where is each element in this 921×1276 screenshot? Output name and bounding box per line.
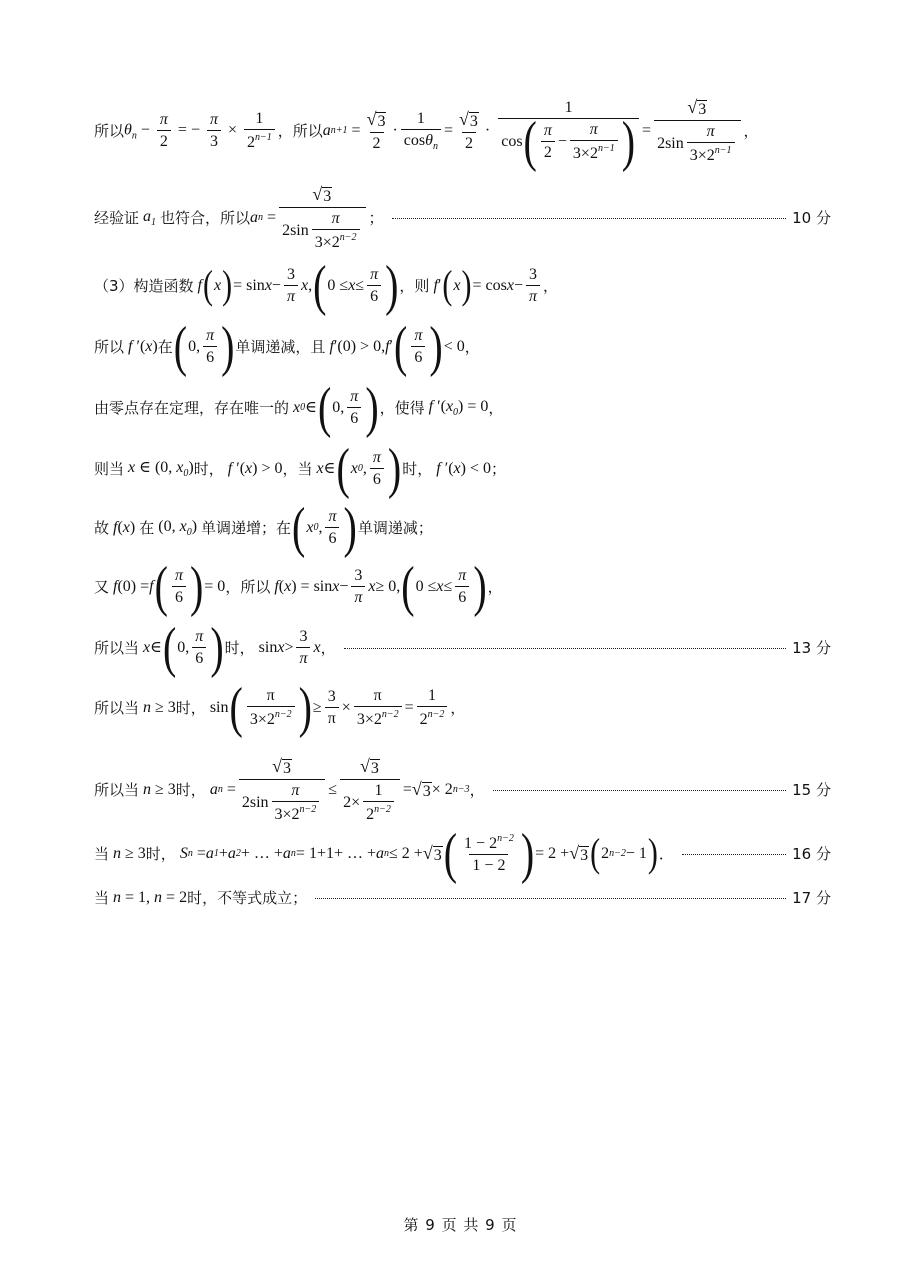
text: 单调递减； <box>357 518 433 537</box>
text: （3）构造函数 <box>94 276 194 295</box>
text: ， <box>488 398 504 417</box>
formula: sin x > $\frac{3}{\pi}$ x <box>254 628 321 667</box>
text: ； <box>491 459 507 478</box>
text: 所以 <box>94 337 125 356</box>
score: 17 分 <box>792 888 831 907</box>
line-11 <box>94 757 831 823</box>
score: 16 分 <box>792 844 831 863</box>
text: 单调递减，且 <box>235 337 326 356</box>
text: 所以当 <box>94 780 140 799</box>
leader-dots <box>392 218 787 219</box>
formula: a n = √ 3 2sin $\frac{\pi}{3\times 2^{n-2}}$ ≤ √ 3 2× $\frac{1}{2^{n-2}}$ = √ 3 × 2 n−3 <box>209 756 470 823</box>
formula: f (0) = f ( $\frac{\pi}{6}$ ) = 0 <box>113 554 226 618</box>
text: ，当 <box>282 459 313 478</box>
text: 时， <box>145 844 176 863</box>
text: 也符合，所以 <box>160 208 251 227</box>
text: 时， <box>193 459 224 478</box>
text: ， <box>543 276 559 295</box>
line-3 <box>94 253 831 317</box>
formula: x ∈ ( 0, $\frac{\pi}{6}$ ) <box>143 615 224 679</box>
text: 时， <box>224 638 255 657</box>
formula: f(x) <box>113 519 140 536</box>
text: ，所以 <box>225 577 271 596</box>
score: 10 分 <box>792 208 831 227</box>
text: ，使得 <box>379 398 425 417</box>
text: 故 <box>94 518 110 537</box>
formula: (0, $x_0$) <box>154 517 202 538</box>
line-6 <box>94 436 831 500</box>
line-5 <box>94 375 831 439</box>
formula: f ′(x) < 0 <box>436 460 492 477</box>
text: 则当 <box>94 459 125 478</box>
formula-sum: S n = a 1 + a 2 + … + a n = 1+1+ … + a n ≤ 2 + √ 3 ( $\frac{1 - 2^{n-2}}{1 - 2}$ ) = 2 + √ 3 ( 2 n−2 − 1 ) <box>179 821 658 885</box>
text: 所以 <box>94 121 125 140</box>
formula-f: f ( x ) = sin x − $\frac{3}{\pi}$ x , ( 0 ≤ x ≤ $\frac{\pi}{6}$ ) <box>197 253 399 317</box>
score: 13 分 <box>792 638 831 657</box>
formula: n = 1, n = 2 <box>113 889 188 906</box>
text: 又 <box>94 577 110 596</box>
formula: f $'(x_0) = 0$ <box>428 397 489 418</box>
formula: sin ( $\frac{\pi}{3\times 2^{n-2}}$ ) ≥ $\frac{3}{\pi}$ × $\frac{\pi}{3\times 2^{n-2}}$ = $\frac{1}{2^{n-2}}$ <box>206 688 451 728</box>
formula: n ≥ 3 <box>143 781 176 798</box>
formula: f ′(x) > 0 <box>227 460 283 477</box>
text: 所以当 <box>94 698 140 717</box>
text: 经验证 <box>94 208 140 227</box>
formula: n ≥ 3 <box>143 699 176 716</box>
formula: ( x 0 , $\frac{\pi}{6}$ ) <box>292 495 357 559</box>
text: ， <box>469 780 485 799</box>
formula: f ′(0) > 0, f ′ ( $\frac{\pi}{6}$ ) < 0 <box>329 314 465 378</box>
formula-f-prime: f ′ ( x ) = cos x − $\frac{3}{\pi}$ <box>429 267 543 305</box>
line-10 <box>94 675 831 739</box>
text: ，则 <box>399 276 430 295</box>
formula: f ′(x) <box>128 338 158 355</box>
leader-dots <box>493 790 787 791</box>
line-4 <box>94 314 831 378</box>
text: 时， <box>175 698 206 717</box>
formula-interval: ( 0, $\frac{\pi}{6}$ ) <box>173 314 235 378</box>
text: 在 <box>157 337 173 356</box>
leader-dots <box>344 648 787 649</box>
formula-a1: $a_1$ <box>143 207 157 228</box>
formula-a-n-plus-1: a n+1 = √ 3 2 · $\frac{1}{\cos\theta_n}$ = √ 3 2 · 1 cos ( $\frac{\pi}{2}$ − $\frac{\pi}{3\times 2^{n-1}}$ ) = √ 3 2sin $\frac{\pi}{3\times 2^{n-1}}$ <box>323 98 744 164</box>
leader-dots <box>315 898 786 899</box>
text: ，所以 <box>277 121 323 140</box>
text: ， <box>743 121 759 140</box>
page-footer: 第 9 页 共 9 页 <box>403 1216 518 1234</box>
text: 在 <box>139 518 155 537</box>
text: 时， <box>402 459 433 478</box>
text: ； <box>368 208 384 227</box>
line-9 <box>94 615 831 679</box>
text: 时， <box>175 780 206 799</box>
formula-a-n: a n = √ 3 2sin $\frac{\pi}{3\times 2^{n-2}}$ <box>250 185 368 251</box>
line-1 <box>94 97 831 173</box>
text: 当 <box>94 844 110 863</box>
text: 由零点存在定理，存在唯一的 <box>94 398 290 417</box>
formula: x 0 ∈ ( 0, $\frac{\pi}{6}$ ) <box>293 375 379 439</box>
line-13 <box>94 890 831 906</box>
text: 时，不等式成立； <box>187 888 308 907</box>
formula: x ∈ (0, $x_0$) <box>128 458 194 479</box>
text: ， <box>464 337 480 356</box>
formula: x ∈ ( x 0 , $\frac{\pi}{6}$ ) <box>316 436 402 500</box>
text: ， <box>450 698 466 717</box>
formula: n ≥ 3 <box>113 845 146 862</box>
leader-dots <box>682 854 786 855</box>
line-7 <box>94 495 831 559</box>
line-12 <box>94 821 831 885</box>
text: 单调递增；在 <box>201 518 292 537</box>
formula-theta: $\theta_n$ − $\frac{\pi}{2}$ = − $\frac{\pi}{3}$ × $\frac{1}{2^{n-1}}$ <box>124 111 278 151</box>
text: 所以当 <box>94 638 140 657</box>
score: 15 分 <box>792 780 831 799</box>
text: ， <box>487 577 503 596</box>
formula: f ( x ) = sin x − $\frac{3}{\pi}$ x ≥ 0, ( 0 ≤ x ≤ $\frac{\pi}{6}$ ) <box>274 554 487 618</box>
line-2 <box>94 185 831 251</box>
text: ． <box>658 844 674 863</box>
line-8 <box>94 554 831 618</box>
text: ， <box>320 638 336 657</box>
text: 当 <box>94 888 110 907</box>
